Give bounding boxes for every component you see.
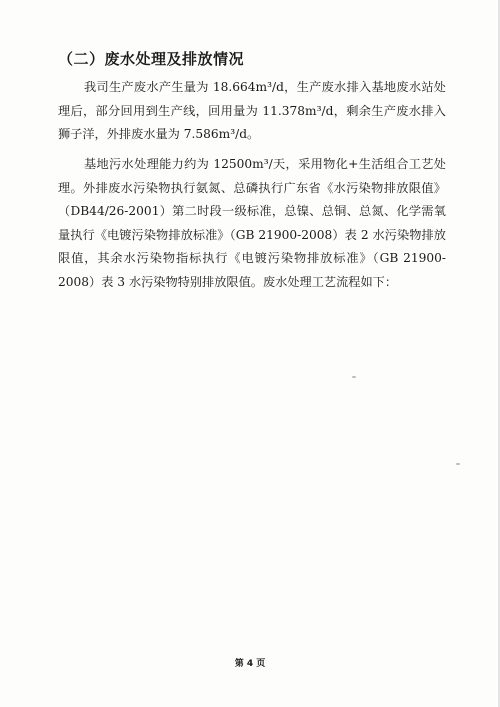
scan-speck <box>456 463 460 465</box>
section-heading: （二）废水处理及排放情况 <box>58 50 245 68</box>
scan-speck <box>352 376 356 378</box>
page-number: 第 4 页 <box>234 659 266 669</box>
paragraph-treatment-standards: 基地污水处理能力约为 12500m³/天，采用物化+生活组合工艺处理。外排废水污染物执行氨氮、总磷执行广东省《水污染物排放限值》（DB44/26-2001）第二时段一级标准，总镍、总铜、总氮、化学需氧量执行《电镀污染物排放标准》（GB 21900-2008）表 2 水污染物排放限值，其余水污染物指标执行《电镀污染物排放标准》（GB 21900-2008）表 3 水污染物特别排放限值。废水处理工艺流程如下： <box>58 157 446 289</box>
paragraph-wastewater-volume: 我司生产废水产生量为 18.664m³/d，生产废水排入基地废水站处理后，部分回用到生产线，回用量为 11.378m³/d，剩余生产废水排入狮子洋，外排废水量为 7.586m³/d。 <box>58 80 446 141</box>
